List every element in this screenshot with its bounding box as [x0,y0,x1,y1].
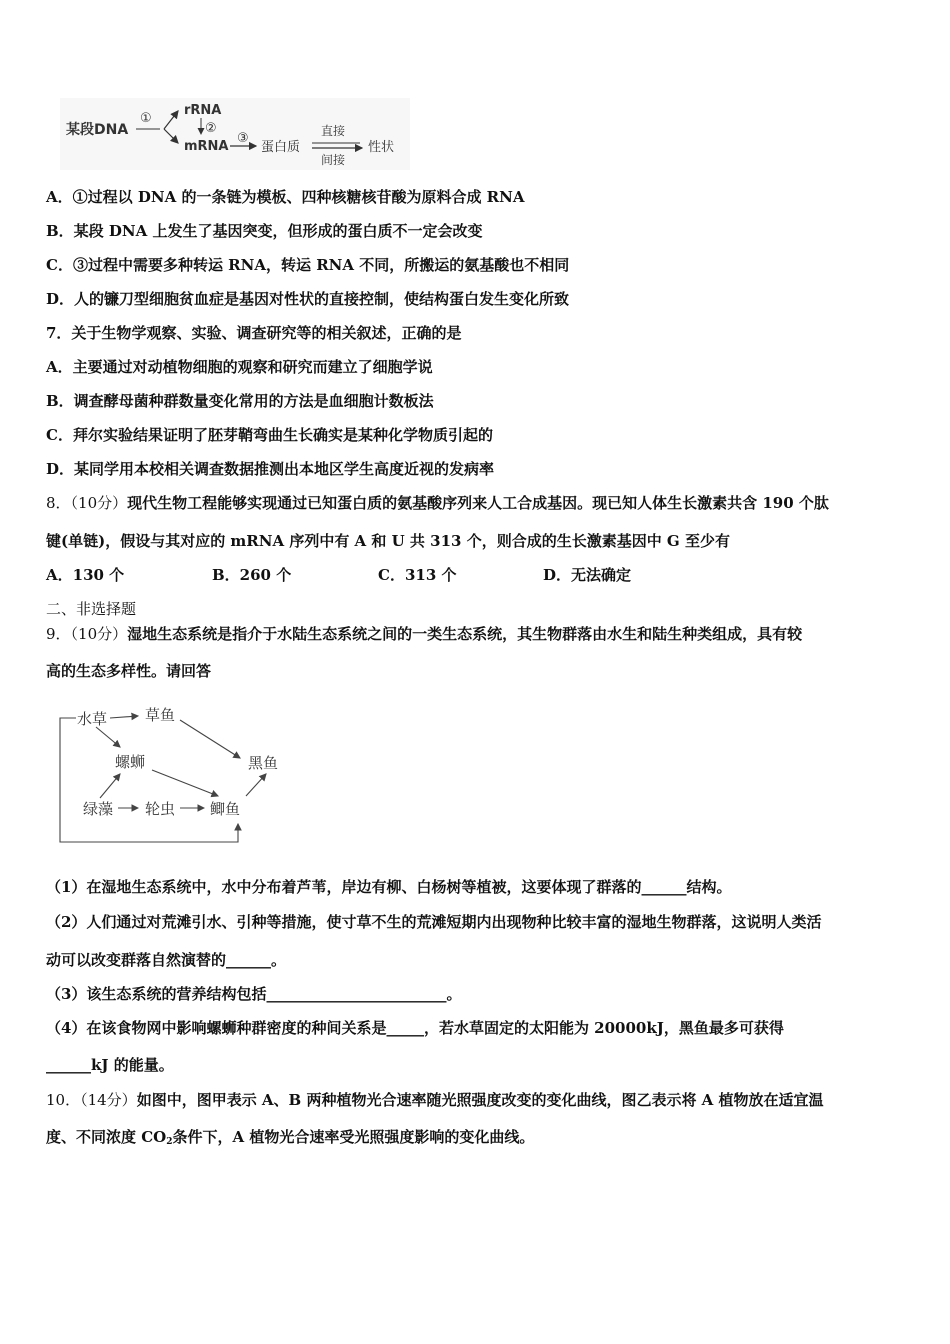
foodweb-lvzao: 绿藻 [83,800,114,818]
foodweb-heiyu: 黑鱼 [248,754,279,772]
q7-option-a: A．主要通过对动植物细胞的观察和研究而建立了细胞学说 [46,358,433,376]
q10-co2-subscript: 2 [166,1137,173,1147]
indirect-label: 间接 [321,153,346,167]
q7-option-d: D．某同学用本校相关调查数据推测出本地区学生高度近视的发病率 [46,460,495,478]
rrna-label: rRNA [184,103,222,118]
step3-label: ③ [237,131,249,146]
q9-stem-line1 [46,624,802,644]
q9-sub4-line1: （4）在该食物网中影响螺蛳种群密度的种间关系是_____，若水草固定的太阳能为 20000kJ，黑鱼最多可获得 [46,1019,784,1037]
q10-number: 10．（14分） [46,1091,137,1109]
foodweb-lunchong: 轮虫 [145,800,176,818]
q8-number: 8．（10分） [46,494,128,512]
q9-stem-text: 湿地生态系统是指介于水陆生态系统之间的一类生态系统，其生物群落由水生和陆生种类组成，具有较 [127,625,803,643]
mrna-label: mRNA [184,139,229,154]
q10-stem-line1 [46,1090,824,1110]
q8-option-c: C．313 个 [378,566,457,584]
foodweb-shuicao: 水草 [77,710,108,728]
direct-label: 直接 [321,124,346,138]
q9-sub1: （1）在湿地生态系统中，水中分布着芦苇，岸边有柳、白杨树等植被，这要体现了群落的______结构。 [46,878,732,896]
food-web-diagram [50,700,300,850]
foodweb-luosi: 螺蛳 [115,753,146,771]
q8-stem-line1 [46,493,829,513]
foodweb-jiyu: 鲫鱼 [210,800,241,818]
q7-option-c: C．拜尔实验结果证明了胚芽鞘弯曲生长确实是某种化学物质引起的 [46,426,493,444]
q6-option-d: D．人的镰刀型细胞贫血症是基因对性状的直接控制，使结构蛋白发生变化所致 [46,290,570,308]
q6-option-c: C．③过程中需要多种转运 RNA，转运 RNA 不同，所搬运的氨基酸也不相同 [46,256,570,274]
q9-number: 9．（10分） [46,625,128,643]
dna-label: 某段DNA [66,122,129,138]
dna-process-diagram [60,98,410,170]
q10-stem-line2-a: 度、不同浓度 CO [46,1128,167,1146]
q6-option-b: B．某段 DNA 上发生了基因突变，但形成的蛋白质不一定会改变 [46,222,483,240]
q10-stem-line2 [46,1127,534,1152]
q10-stem-line2-b: 条件下，A 植物光合速率受光照强度影响的变化曲线。 [172,1128,535,1146]
q9-sub2-line2: 动可以改变群落自然演替的______。 [46,951,287,969]
q7-stem: 7．关于生物学观察、实验、调查研究等的相关叙述，正确的是 [46,324,462,342]
q6-option-a: A．①过程以 DNA 的一条链为模板、四种核糖核苷酸为原料合成 RNA [46,188,525,206]
q8-option-a: A．130 个 [46,566,125,584]
q9-sub4-line2: ______kJ 的能量。 [46,1056,174,1074]
q9-sub2-line1: （2）人们通过对荒滩引水、引种等措施，使寸草不生的荒滩短期内出现物种比较丰富的湿地生物群落，这说明人类活 [46,913,822,931]
foodweb-caoyu: 草鱼 [145,706,176,724]
protein-label: 蛋白质 [261,140,301,155]
q7-option-b: B．调查酵母菌种群数量变化常用的方法是血细胞计数板法 [46,392,434,410]
q8-option-d: D．无法确定 [543,566,632,584]
trait-label: 性状 [368,140,395,155]
q8-stem-line2: 键(单链)，假设与其对应的 mRNA 序列中有 A 和 U 共 313 个，则合成的生长激素基因中 G 至少有 [46,532,730,550]
q9-stem-line2: 高的生态多样性。请回答 [46,662,212,680]
q10-stem-text: 如图中，图甲表示 A、B 两种植物光合速率随光照强度改变的变化曲线，图乙表示将 A 植物放在适宜温 [136,1091,824,1109]
q8-stem-text: 现代生物工程能够实现通过已知蛋白质的氨基酸序列来人工合成基因。现已知人体生长激素共含 190 个肽 [127,494,829,512]
step2-label: ② [205,121,217,136]
section2-heading: 二、非选择题 [46,600,137,618]
step1-label: ① [140,111,152,126]
q9-sub3: （3）该生态系统的营养结构包括________________________。 [46,985,462,1003]
q8-option-b: B．260 个 [212,566,292,584]
